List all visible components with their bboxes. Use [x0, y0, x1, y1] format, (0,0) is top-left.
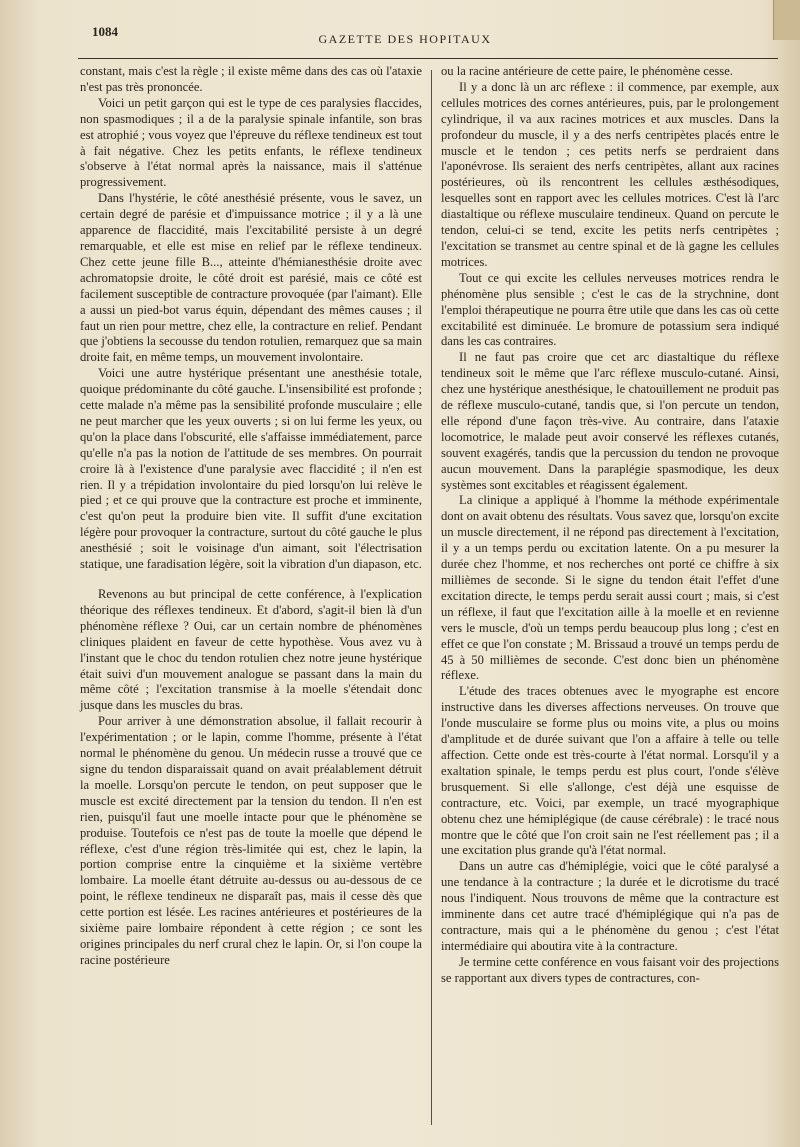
header-rule [78, 58, 778, 59]
left-column [80, 64, 422, 969]
paragraph: Tout ce qui excite les cellules nerveuses motrices rendra le phénomène plus sensible ; c'est le cas de la strychnine, dont l'emploi thérapeutique ne pourra être utile que dans les cas où cette excitabilité est diminuée. Le bromure de potassium sera indiqué dans les cas contraires. [441, 270, 779, 349]
journal-title: GAZETTE DES HOPITAUX [318, 32, 492, 46]
paragraph: Je termine cette conférence en vous faisant voir des projections se rapportant aux divers types de contractures, con- [441, 954, 779, 985]
paragraph: Voici un petit garçon qui est le type de ces paralysies flaccides, non spasmodiques ; il a de la paralysie spinale infantile, son bras est atrophié ; vous voyez que l'épreuve du réflexe tendineux est tout à fait négative. Chez les petits enfants, le réflexe tendineux s'observe à l'état normal après la naissance, mais il s'atténue progressivement. [80, 95, 422, 190]
page-edge-tab [773, 0, 800, 40]
paragraph: Il ne faut pas croire que cet arc diastaltique du réflexe tendineux soit le même que l'arc réflexe musculo-cutané. Ainsi, chez une hystérique anesthésique, le chatouillement ne produit pas de réflexe musculo-cutané, tandis que, si l'on percute un tendon, elle répond d'une façon très-vive. Au contraire, dans l'ataxie locomotrice, le malade peut avoir conservé les réflexes cutanés, souvent exagérés, tandis que la percussion du tendon ne provoque aucun mouvement. Dans la paraplégie spasmodique, les deux systèmes sont excitables et réagissent également. [441, 350, 779, 492]
paragraph: Dans l'hystérie, le côté anesthésié présente, vous le savez, un certain degré de parésie et d'impuissance motrice ; il y a là une apparence de flaccidité, mais l'excitabilité persiste à un degré remarquable, et elle est mise en relief par le réflexe tendineux. Chez cette jeune fille B..., atteinte d'hémianesthésie droite avec achromatopsie droite, le côté droit est parésié, mais ce côté est facilement susceptible de contracture provoquée (par l'aimant). Elle a aussi un pied-bot varus équin, dépendant des mêmes causes ; il faut un rien pour mettre, chez elle, la contracture en relief. Pendant que j'obtiens la secousse du tendon rotulien, remarquez que sa main droite fait, en même temps, un mouvement involontaire. [80, 191, 422, 365]
paragraph: constant, mais c'est la règle ; il existe même dans des cas où l'ataxie n'est pas très prononcée. [80, 64, 422, 94]
right-column [441, 64, 779, 987]
page-header [40, 24, 770, 48]
paragraph: Voici une autre hystérique présentant une anesthésie totale, quoique prédominante du côté gauche. L'insensibilité est profonde ; cette malade n'a même pas la sensibilité profonde musculaire ; elle ne peut marcher que les yeux ouverts ; si on lui ferme les yeux, ou qu'on la place dans l'obscurité, elle s'affaisse immédiatement, parce qu'elle n'a pas la notion de l'attitude de ses membres. On pourrait croire là à l'existence d'une paralysie avec flaccidité ; il n'en est rien. Il y a trépidation involontaire du pied lorsqu'on lui relève le pied ; et ce qui prouve que la contracture est proche et imminente, c'est qu'on peut la produire bien vite. Il suffit d'une excitation légère pour provoquer la contracture, surtout du côté gauche le plus anesthésié ; soit le voisinage d'un aimant, soit l'électrisation statique, une faradisation légère, soit la vibration d'un diapason, etc. [80, 366, 422, 572]
paragraph: ou la racine antérieure de cette paire, le phénomène cesse. [441, 64, 733, 78]
page-number: 1084 [92, 24, 118, 39]
column-divider [431, 70, 432, 1125]
paragraph: L'étude des traces obtenues avec le myographe est encore instructive dans les diverses affections nerveuses. On trouve que l'onde musculaire se forme plus ou moins vite, a plus ou moins d'amplitude et de durée suivant que l'on a affaire à telle ou telle affection. Cette onde est très-courte à l'état normal. Lorsqu'il y a exaltation spinale, le temps perdu est plus court, l'onde s'élève brusquement. Si elle s'allonge, c'est déjà une esquisse de contracture, etc. Voici, par exemple, un tracé myographique obtenu chez une hémiplégique (de cause cérébrale) : le tracé nous montre que le côté que l'on croit sain ne l'est réellement pas ; il a une excitation plus grande qu'à l'état normal. [441, 684, 779, 858]
paragraph: Revenons au but principal de cette conférence, à l'explication théorique des réflexes tendineux. Et d'abord, s'agit-il bien là d'un phénomène réflexe ? Oui, car un certain nombre de phénomènes cliniques plaident en faveur de cette hypothèse. Vous avez vu à l'instant que le choc du tendon rotulien chez notre jeune hystérique était suivi d'un mouvement analogue se passant dans la main du même côté ; l'excitation transmise à la moelle s'étendait donc jusque dans les muscles du bras. [80, 587, 422, 713]
paragraph: Il y a donc là un arc réflexe : il commence, par exemple, aux cellules motrices des cornes antérieures, puis, par le prolongement cylindrique, il va aux racines motrices et aux muscles. Dans la profondeur du muscle, il y a des nerfs centripètes placés entre le muscle et le tendon ; ces petits nerfs se perdraient dans l'aponévrose. Ils seraient des nerfs centripètes, allant aux racines postérieures, où ils rencontrent les cellules æsthésodiques, lesquelles sont en rapport avec les cellules motrices. C'est là l'arc diastaltique ou réflexe musculaire tendineux. Quand on percute le tendon, celui-ci se tend, excite les petits nerfs centripètes ; l'excitation se transmet au centre spinal et de là gagne les cellules motrices. [441, 79, 779, 269]
paragraph: Pour arriver à une démonstration absolue, il fallait recourir à l'expérimentation ; or le lapin, comme l'homme, présente à l'état normal le phénomène du genou. Un médecin russe a trouvé que ce signe du tendon disparaissait quand on avait préalablement détruit la moelle. Lorsqu'on percute le tendon, on peut supposer que le muscle est excité directement par la tension du tendon. Il n'en est rien, puisqu'il faut une moelle intacte pour que le phénomène se produise. Toutefois ce n'est pas de toute la moelle que dépend le réflexe, c'est d'une région très-limitée qui est, chez le lapin, la portion comprise entre la cinquième et la sixième vertèbre lombaire. La moelle étant détruite au-dessus ou au-dessous de ce point, le réflexe tendineux ne disparaît pas, mais il cesse dès que cette portion est lésée. Les racines antérieures et postérieures de la sixième paire lombaire répondent à cette région ; ce sont les origines principales du nerf crural chez le lapin. Or, si l'on coupe la racine postérieure [80, 714, 422, 967]
paragraph: La clinique a appliqué à l'homme la méthode expérimentale dont on avait obtenu des résultats. Vous savez que, lorsqu'on excite un muscle directement, il ne répond pas directement à l'excitation, il y a un temps perdu ou excitation latente. On a pu mesurer la durée chez l'homme, et nos recherches ont porté ce chiffre à six millièmes de seconde. Si le signe du tendon était l'effet d'une excitation directe, le temps perdu serait aussi court ; mais, si c'est un réflexe, il faut que l'excitation aille à la moelle et en revienne vers le muscle, d'où un temps perdu beaucoup plus long ; c'est en effet ce que l'on constate ; M. Brissaud a trouvé un temps perdu de 45 à 50 millièmes de seconde. C'est donc bien un phénomène réflexe. [441, 493, 779, 683]
paragraph: Dans un autre cas d'hémiplégie, voici que le côté paralysé a une tendance à la contracture ; la durée et le dicrotisme du tracé nous l'indiquent. Nous trouvons de même que la contracture est imminente dans cet autre tracé d'hémiplégique qui n'a pas de contracture, mais qui a le phénomène du genou ; c'est l'état intermédiaire qui aboutira vite à la contracture. [441, 859, 779, 953]
